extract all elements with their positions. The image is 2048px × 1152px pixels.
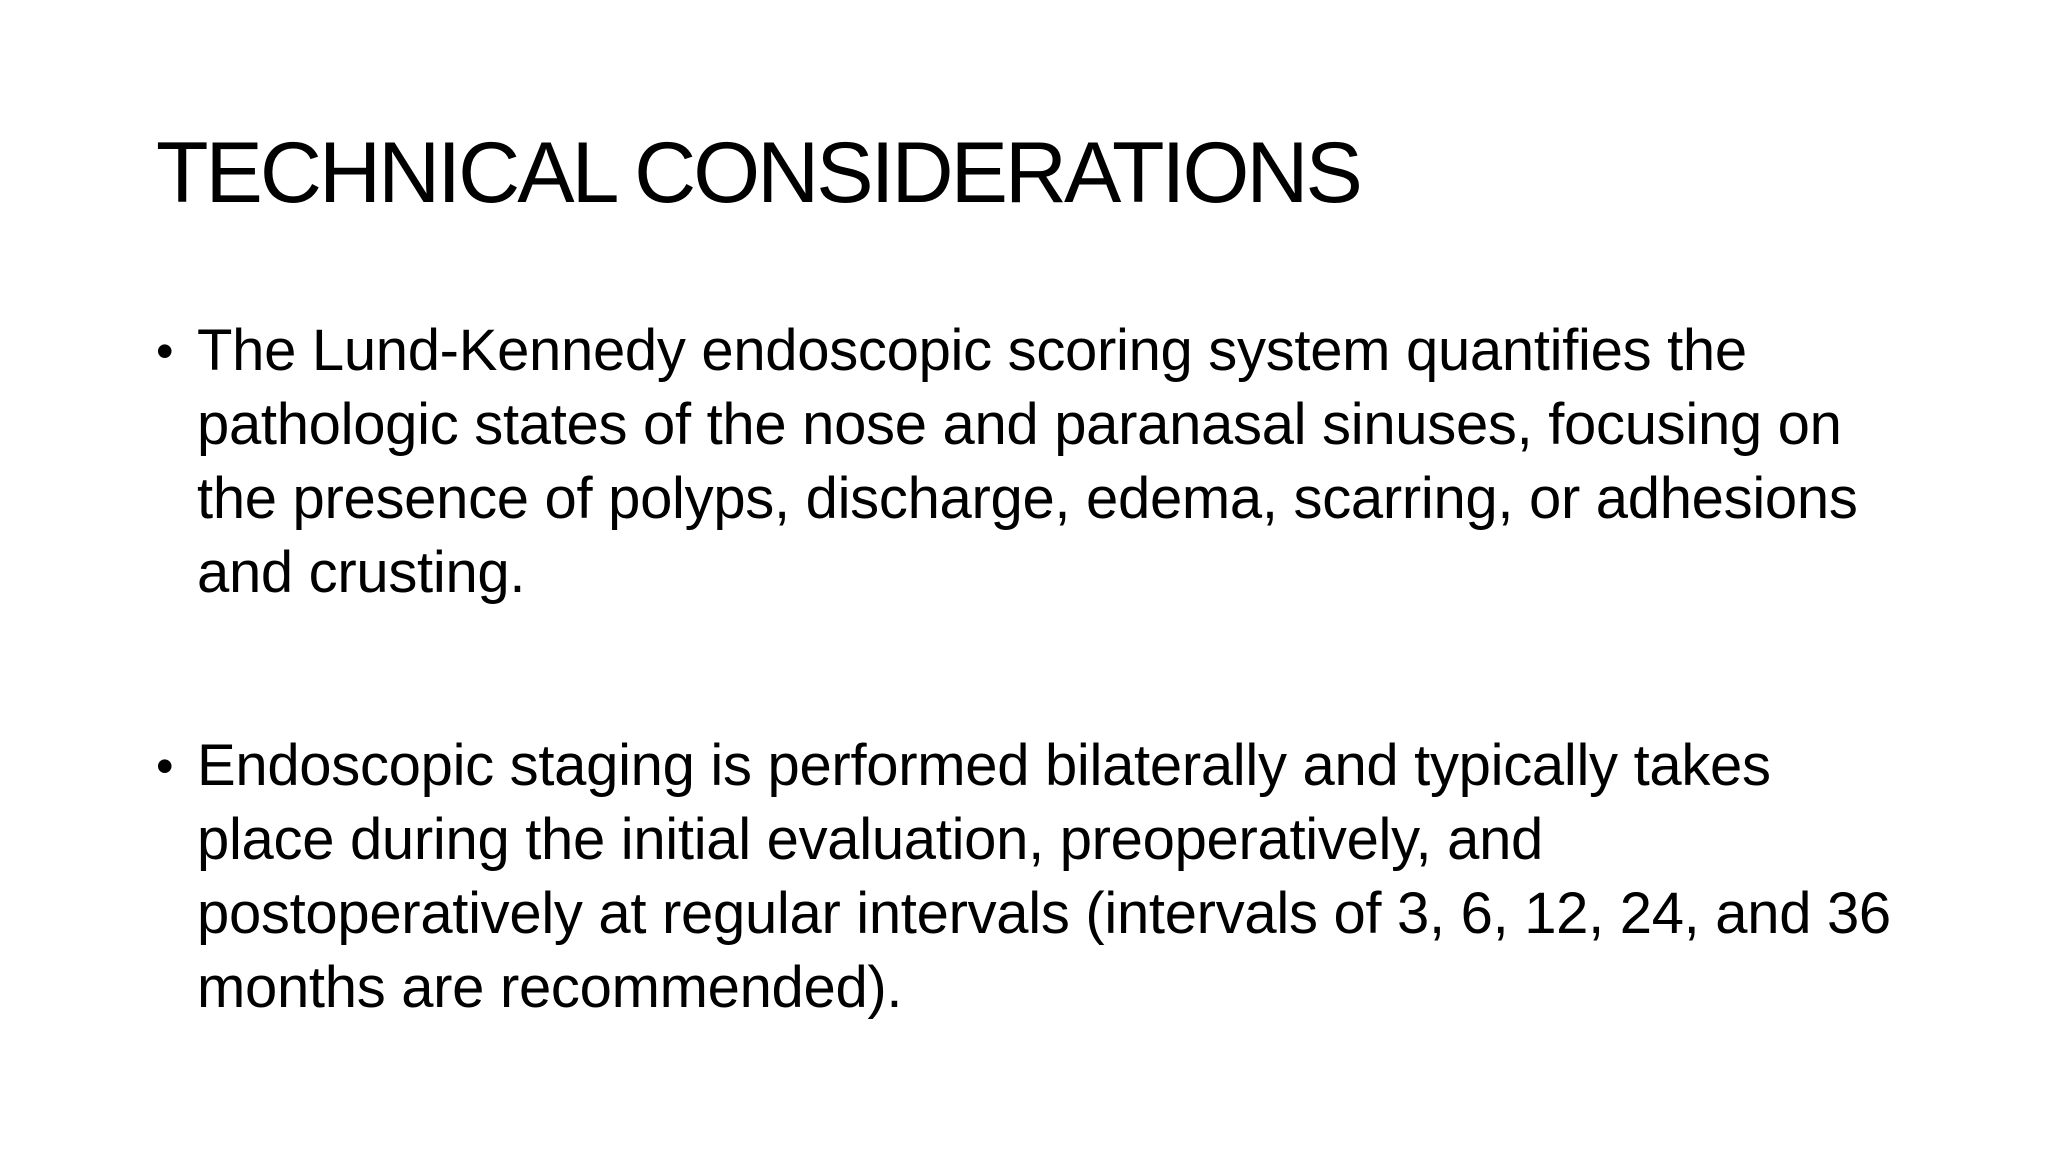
bullet-text: Endoscopic staging is performed bilaterally and typically takes place during the initial evaluation, preoperatively, and postoperatively at regular intervals (intervals of 3, 6, 12, 24, and 36 months are recommended). — [197, 733, 1891, 1020]
bullet-icon: • — [156, 323, 174, 379]
bullet-icon: • — [156, 738, 174, 794]
slide-title: TECHNICAL CONSIDERATIONS — [156, 125, 1360, 221]
bullet-list — [156, 314, 1916, 1025]
bullet-text: The Lund-Kennedy endoscopic scoring system quantifies the pathologic states of the nose and paranasal sinuses, focusing on the presence of polyps, discharge, edema, scarring, or adhesions and crusting. — [197, 318, 1858, 605]
bullet-item — [156, 729, 1916, 1025]
bullet-item — [156, 314, 1916, 610]
